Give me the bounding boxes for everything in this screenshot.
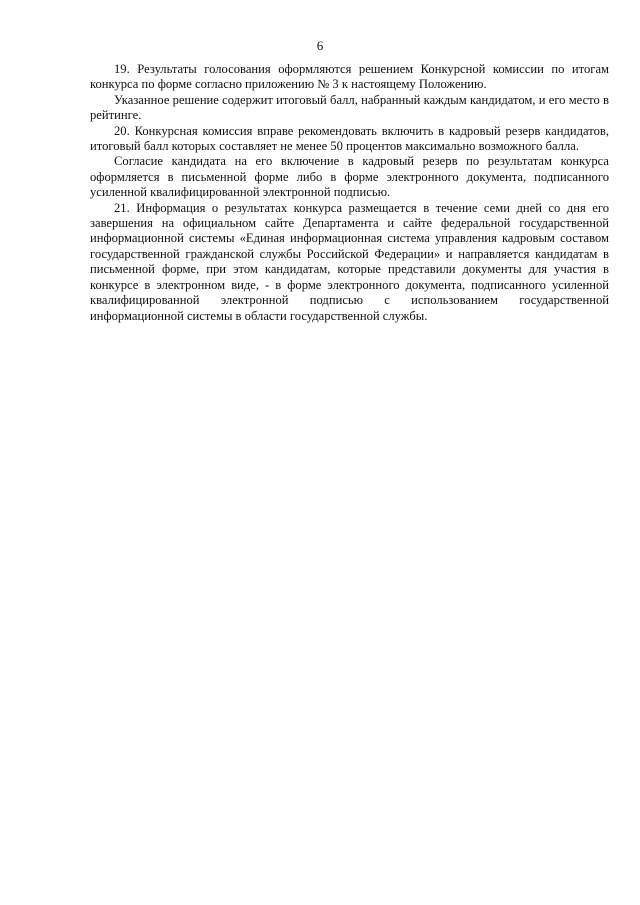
paragraph-21: 21. Информация о результатах конкурса размещается в течение семи дней со дня его завершения на официальном сайте Департамента и сайте федеральной государственной информационной системы «Единая информационная система управления кадровым составом государственной гражданской службы Российской Федерации» и направляется кандидатам в письменной форме, при этом кандидатам, которые представили документы для участия в конкурсе в электронном виде, - в форме электронного документа, подписанного усиленной квалифицированной электронной подписью с использованием государственной информационной системы в области государственной службы. <box>90 200 609 323</box>
paragraph-19: 19. Результаты голосования оформляются решением Конкурсной комиссии по итогам конкурса по форме согласно приложению № 3 к настоящему Положению. <box>90 62 609 92</box>
paragraph-decision-content: Указанное решение содержит итоговый балл, набранный каждым кандидатом, и его место в рейтинге. <box>90 92 609 123</box>
paragraph-20: 20. Конкурсная комиссия вправе рекомендовать включить в кадровый резерв кандидатов, итоговый балл которых составляет не менее 50 процентов максимально возможного балла. <box>90 123 609 154</box>
page-number: 6 <box>316 38 324 53</box>
paragraph-candidate-consent: Согласие кандидата на его включение в кадровый резерв по результатам конкурса оформляется в письменной форме либо в форме электронного документа, подписанного усиленной квалифицированной электронной подписью. <box>90 154 609 200</box>
document-body <box>90 62 609 324</box>
